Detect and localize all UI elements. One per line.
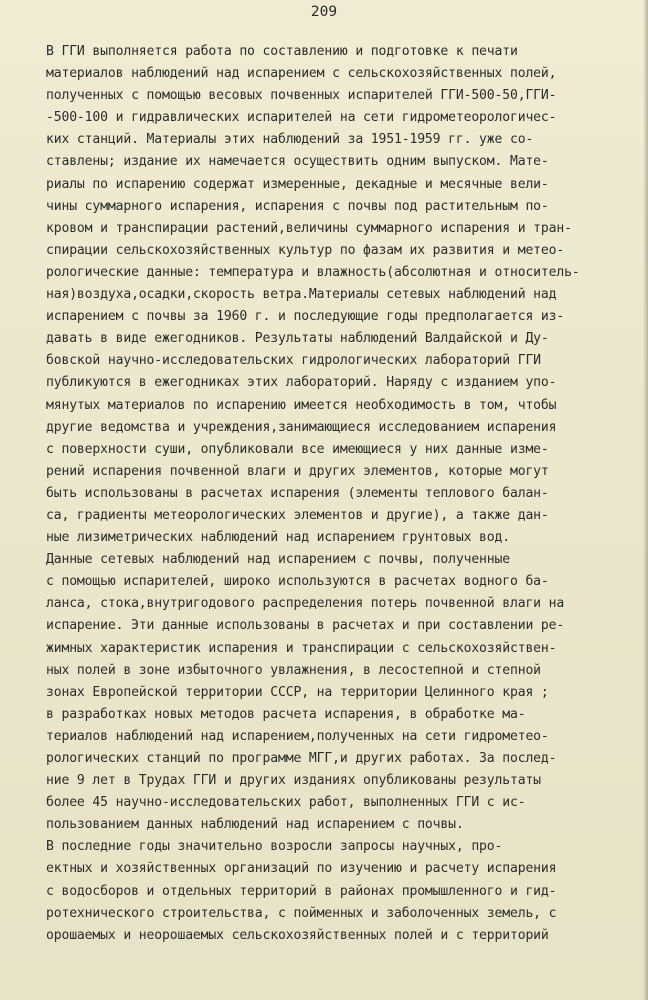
page-edge-shadow [643, 0, 648, 1000]
text-line: риалы по испарению содержат измеренные, декадные и месячные вели- [46, 176, 549, 192]
text-line: ные лизиметрических наблюдений над испарением грунтовых вод. [46, 530, 510, 546]
text-line: В последние годы значительно возросли запросы научных, про- [46, 839, 503, 855]
text-line: испарение. Эти данные использованы в расчетах и при составлении ре- [46, 618, 565, 634]
text-line: публикуются в ежегодниках этих лабораторий. Наряду с изданием упо- [46, 375, 557, 391]
text-line: в разработках новых методов расчета испарения, в обработке ма- [46, 706, 526, 722]
text-line: териалов наблюдений над испарением,полученных на сети гидрометео- [46, 728, 549, 744]
body-text [46, 41, 618, 947]
text-line: -500-100 и гидравлических испарителей на сети гидрометеорологичес- [46, 110, 557, 126]
text-line: другие ведомства и учреждения,занимающиеся исследованием испарения [46, 419, 557, 435]
text-line: чины суммарного испарения, испарения с почвы под растительным по- [46, 198, 549, 214]
text-line: орошаемых и неорошаемых сельскохозяйственных полей и с территорий [46, 927, 549, 943]
text-line: мянутых материалов по испарению имеется необходимость в том, чтобы [46, 397, 557, 413]
text-line: ротехнического строительства, с пойменных и заболоченных земель, с [46, 905, 557, 921]
text-line: Данные сетевых наблюдений над испарением с почвы, полученные [46, 552, 510, 568]
text-line: ектных и хозяйственных организаций по изучению и расчету испарения [46, 861, 557, 877]
text-line: рений испарения почвенной влаги и других элементов, которые могут [46, 463, 549, 479]
text-line: кровом и транспирации растений,величины суммарного испарения и тран- [46, 220, 572, 236]
text-line: рологических станций по программе МГГ,и других работах. За послед- [46, 751, 557, 766]
text-line: быть использованы в расчетах испарения (элементы теплового балан- [46, 485, 549, 501]
text-line: са, градиенты метеорологических элементов и другие), а также дан- [46, 507, 549, 523]
text-line: ставлены; издание их намечается осуществить одним выпуском. Мате- [46, 154, 549, 170]
text-line: испарением с почвы за 1960 г. и последующие годы предполагается из- [46, 309, 565, 325]
text-line: жимных характеристик испарения и транспирации с сельскохозяйствен- [46, 640, 557, 656]
text-line: давать в виде ежегодников. Результаты наблюдений Валдайской и Ду- [46, 331, 549, 347]
text-line: с поверхности суши, опубликовали все имеющиеся у них данные изме- [46, 441, 549, 457]
text-line: материалов наблюдений над испарением с сельскохозяйственных полей, [46, 66, 557, 82]
text-line: более 45 научно-исследовательских работ, выполненных ГГИ с ис- [46, 795, 526, 811]
text-line: бовской научно-исследовательских гидрологических лабораторий ГГИ [46, 353, 541, 369]
text-line: ланса, стока,внутригодового распределения потерь почвенной влаги на [46, 596, 565, 612]
text-line: В ГГИ выполняется работа по составлению и подготовке к печати [46, 44, 518, 59]
text-line: ких станций. Материалы этих наблюдений за 1951-1959 гг. уже со- [46, 132, 534, 148]
text-line: спирации сельскохозяйственных культур по фазам их развития и метео- [46, 242, 565, 258]
text-line: ных полей в зоне избыточного увлажнения, в лесостепной и степной [46, 662, 541, 678]
text-line: пользованием данных наблюдений над испарением с почвы. [46, 817, 464, 833]
text-line: с помощью испарителей, широко используются в расчетах водного ба- [46, 574, 549, 590]
text-line: ние 9 лет в Трудах ГГИ и других изданиях опубликованы результаты [46, 773, 541, 789]
text-line: с водосборов и отдельных территорий в районах промышленного и гид- [46, 883, 557, 899]
text-line: зонах Европейской территории СССР, на территории Целинного края ; [46, 684, 549, 700]
text-line: рологические данные: температура и влажность(абсолютная и относитель- [46, 264, 580, 280]
text-line: полученных с помощью весовых почвенных испарителей ГГИ-500-50,ГГИ- [46, 88, 557, 104]
page-number: 209 [310, 4, 338, 20]
text-line: ная)воздуха,осадки,скорость ветра.Материалы сетевых наблюдений над [46, 287, 557, 303]
